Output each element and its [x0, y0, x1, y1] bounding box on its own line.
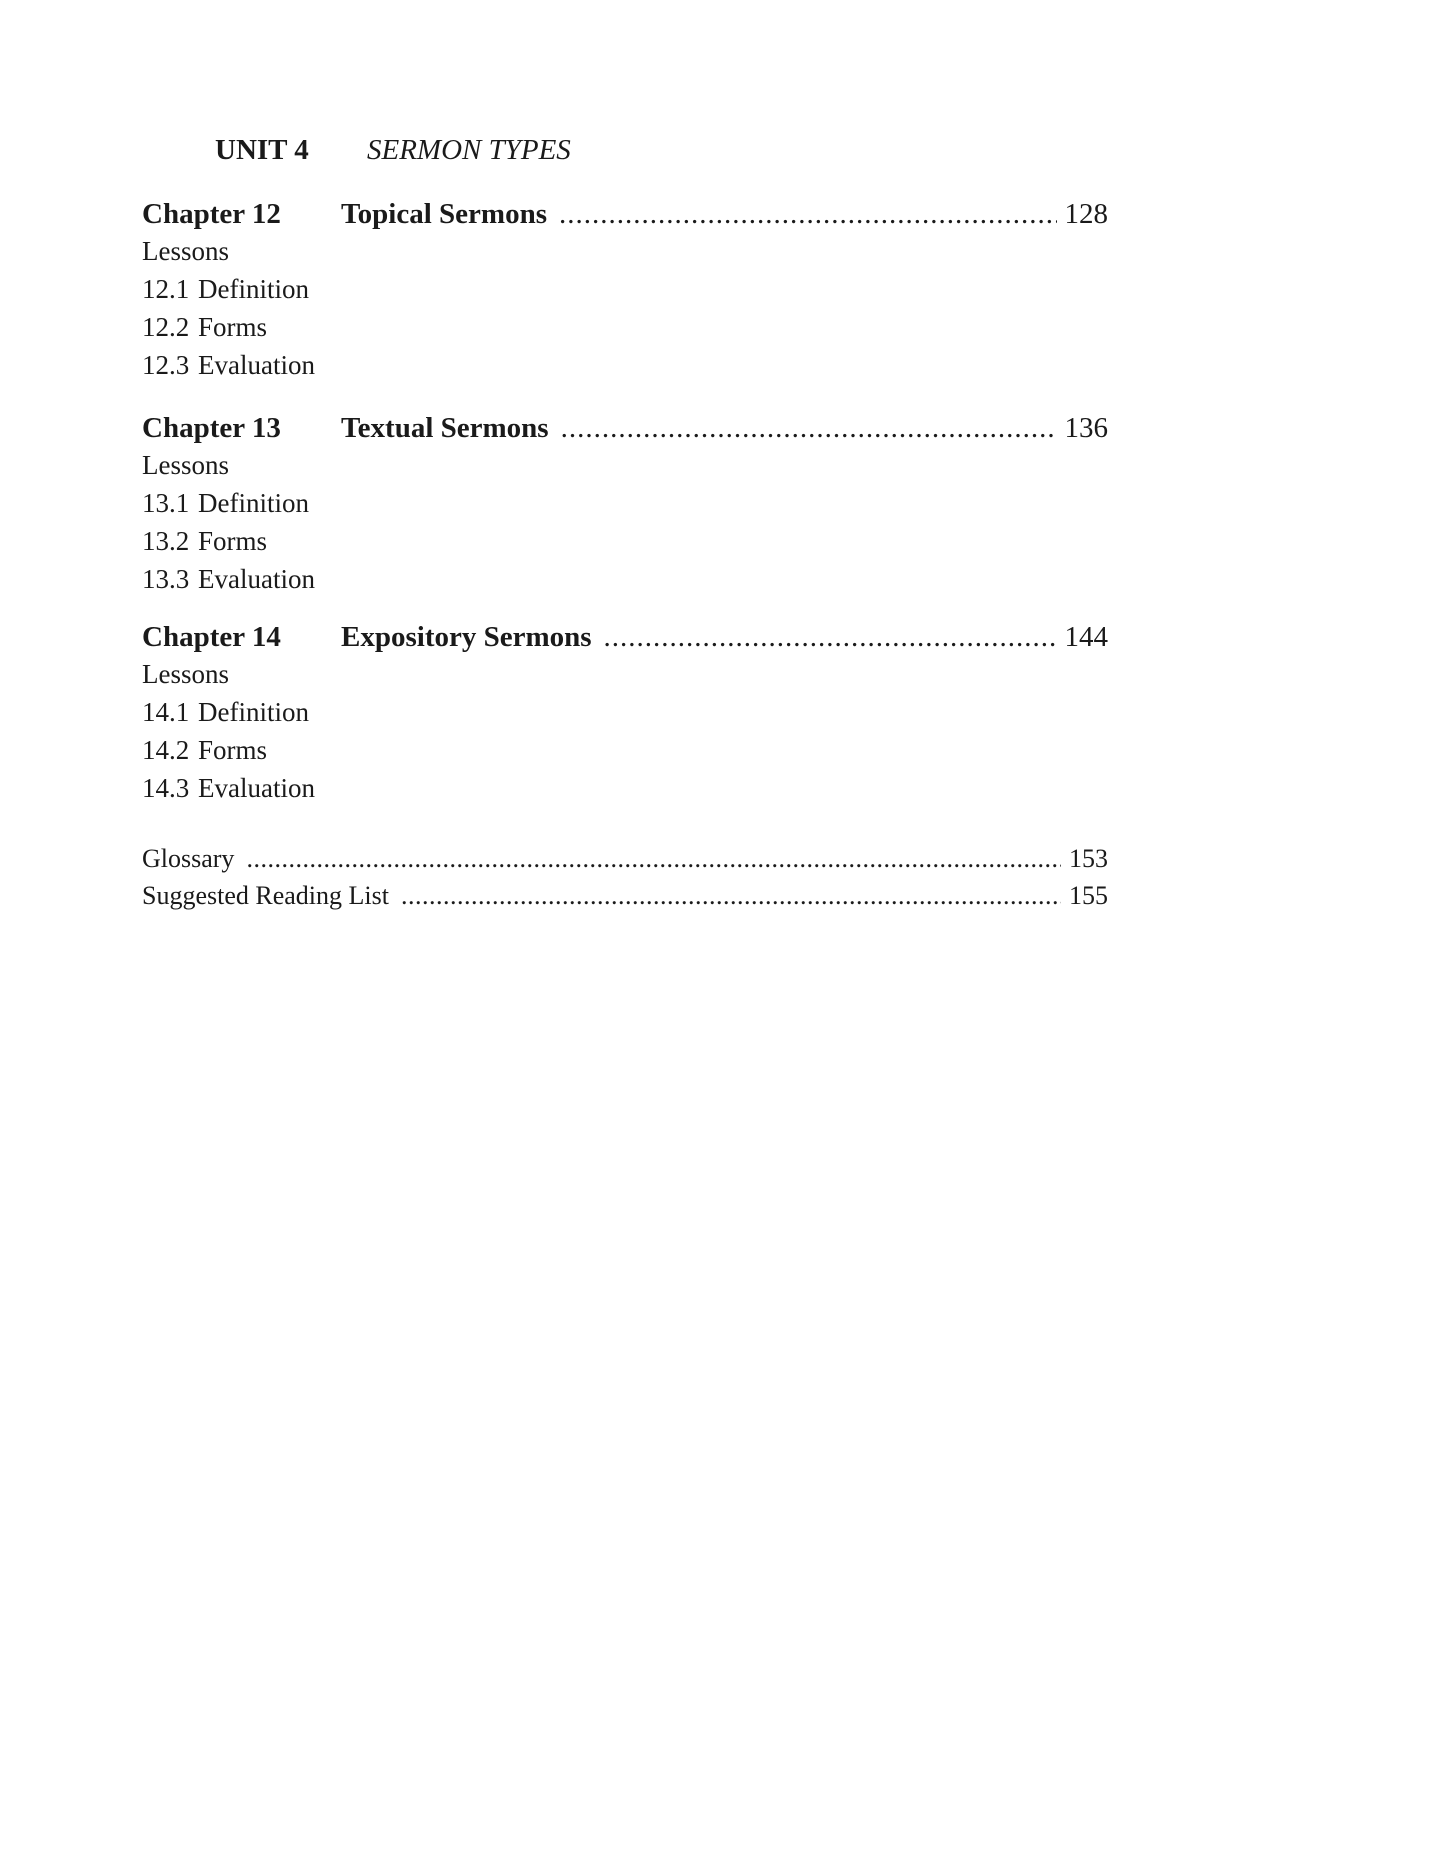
glossary-entry[interactable] — [142, 840, 1108, 877]
lessons-label: Lessons — [142, 236, 229, 266]
chapter-title: Topical Sermons — [341, 198, 547, 230]
lesson-item — [142, 270, 1108, 308]
lesson-item — [142, 731, 1108, 769]
reading-list-entry[interactable] — [142, 877, 1108, 914]
chapter-title: Textual Sermons — [341, 412, 549, 444]
lesson-title: Evaluation — [198, 773, 315, 803]
lesson-title: Definition — [198, 488, 309, 518]
lesson-title: Definition — [198, 697, 309, 727]
lesson-title: Forms — [198, 735, 268, 765]
lesson-item — [142, 560, 1108, 598]
chapter-row[interactable] — [142, 196, 1108, 232]
lesson-number: 14.1 — [142, 697, 190, 727]
lesson-title: Forms — [198, 526, 268, 556]
lesson-title: Forms — [198, 312, 268, 342]
entry-title: Suggested Reading List — [142, 881, 389, 910]
lesson-item — [142, 693, 1108, 731]
dot-leader — [561, 410, 1057, 446]
lesson-number: 12.3 — [142, 350, 190, 380]
chapter-entry-14 — [142, 619, 1108, 807]
lesson-title: Evaluation — [198, 564, 315, 594]
unit-heading — [215, 132, 571, 168]
lesson-number: 13.3 — [142, 564, 190, 594]
page-number: 128 — [1064, 198, 1108, 230]
lesson-number: 13.1 — [142, 488, 190, 518]
lesson-item — [142, 346, 1108, 384]
page-number: 153 — [1069, 844, 1108, 873]
entry-title: Glossary — [142, 844, 235, 873]
dot-leader — [604, 619, 1057, 655]
lesson-number: 14.2 — [142, 735, 190, 765]
lesson-number: 13.2 — [142, 526, 190, 556]
chapter-label: Chapter 13 — [142, 412, 281, 444]
dot-leader — [401, 877, 1061, 914]
page-number: 136 — [1064, 412, 1108, 444]
lesson-title: Evaluation — [198, 350, 315, 380]
lesson-item — [142, 484, 1108, 522]
lesson-number: 14.3 — [142, 773, 190, 803]
lesson-number: 12.1 — [142, 274, 190, 304]
chapter-label: Chapter 12 — [142, 198, 281, 230]
lessons-label: Lessons — [142, 450, 229, 480]
lessons-label: Lessons — [142, 659, 229, 689]
dot-leader — [559, 196, 1057, 232]
lesson-title: Definition — [198, 274, 309, 304]
chapter-row[interactable] — [142, 410, 1108, 446]
lesson-item — [142, 769, 1108, 807]
dot-leader — [246, 840, 1061, 877]
chapter-label: Chapter 14 — [142, 621, 281, 653]
lesson-item — [142, 522, 1108, 560]
unit-label: UNIT 4 — [215, 134, 309, 166]
chapter-entry-12 — [142, 196, 1108, 384]
page-number: 144 — [1064, 621, 1108, 653]
chapter-title: Expository Sermons — [341, 621, 592, 653]
page-number: 155 — [1069, 881, 1108, 910]
unit-title: SERMON TYPES — [367, 134, 571, 166]
chapter-entry-13 — [142, 410, 1108, 598]
chapter-row[interactable] — [142, 619, 1108, 655]
lesson-number: 12.2 — [142, 312, 190, 342]
lesson-item — [142, 308, 1108, 346]
back-matter — [142, 840, 1108, 914]
